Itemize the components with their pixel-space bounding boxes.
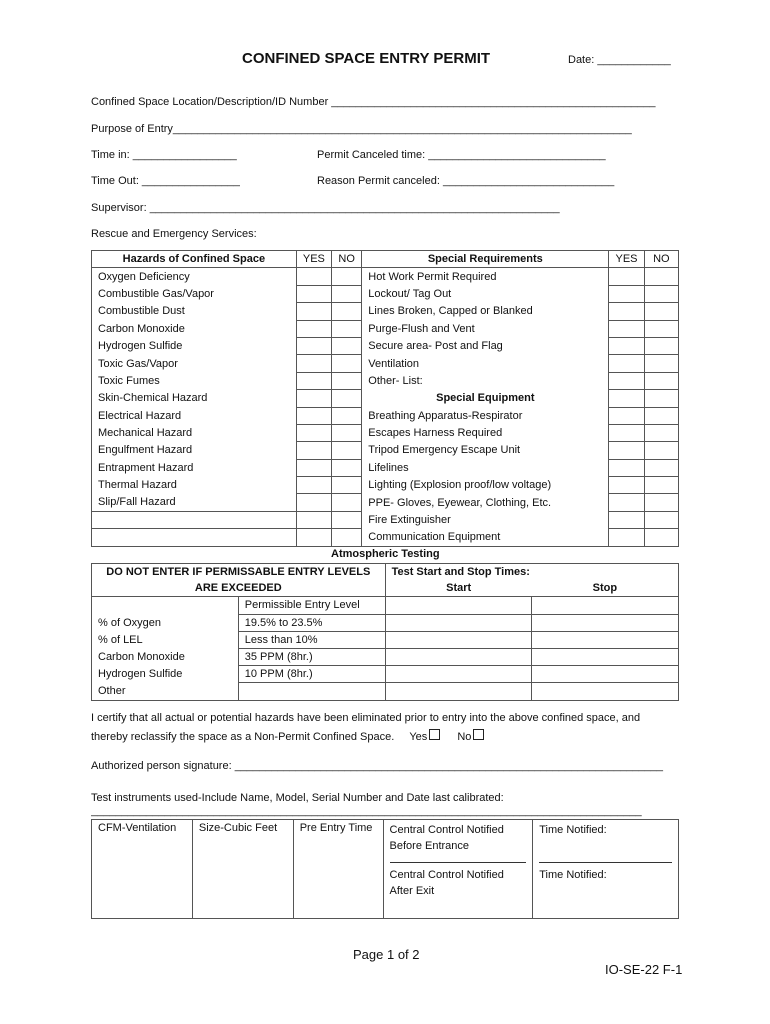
supervisor-field[interactable]: Supervisor: ___________________________________________________________________ — [91, 202, 560, 214]
permissible-level: Less than 10% — [238, 631, 385, 648]
time-notified-after[interactable]: Time Notified: — [539, 869, 607, 881]
instruments-table — [91, 819, 679, 919]
special-requirement-item: Hot Work Permit Required — [362, 268, 609, 285]
special-equipment-item: Escapes Harness Required — [362, 424, 609, 441]
time-in-field[interactable]: Time in: _________________ — [91, 149, 237, 161]
hazard-row — [92, 511, 679, 528]
special-equipment-item: Lighting (Explosion proof/low voltage) — [362, 477, 609, 494]
certify-no-checkbox[interactable] — [473, 729, 484, 740]
hazard-item — [92, 511, 297, 528]
notified-after-label: Central Control Notified After Exit — [389, 869, 504, 897]
hazard-row — [92, 477, 679, 494]
stop-reading[interactable] — [532, 648, 679, 665]
no-header-2: NO — [644, 251, 678, 268]
hazard-row — [92, 529, 679, 546]
special-yes-cell[interactable] — [609, 407, 644, 424]
special-requirements-header: Special Requirements — [362, 251, 609, 268]
hazard-row — [92, 442, 679, 459]
hazard-yes-cell[interactable] — [296, 268, 331, 285]
hazard-item: Carbon Monoxide — [92, 320, 297, 337]
permissible-level-header: Permissible Entry Level — [238, 597, 385, 614]
stop-reading[interactable] — [532, 666, 679, 683]
purpose-field[interactable]: Purpose of Entry___________________________________________________________________________ — [91, 123, 632, 135]
stop-header: Stop — [532, 580, 679, 597]
instruments-field[interactable]: __________________________________________________________________________________________ — [91, 805, 642, 817]
special-no-cell[interactable] — [644, 390, 678, 407]
special-no-cell[interactable] — [644, 494, 678, 511]
hazard-yes-cell[interactable] — [296, 320, 331, 337]
permissible-level: 35 PPM (8hr.) — [238, 648, 385, 665]
size-cubic-feet-cell[interactable]: Size-Cubic Feet — [192, 820, 293, 919]
stop-reading[interactable] — [532, 614, 679, 631]
special-yes-cell[interactable] — [609, 511, 644, 528]
hazard-yes-cell[interactable] — [296, 390, 331, 407]
special-no-cell[interactable] — [644, 355, 678, 372]
special-no-cell[interactable] — [644, 529, 678, 546]
hazard-row — [92, 424, 679, 441]
special-yes-cell[interactable] — [609, 494, 644, 511]
atmospheric-row — [92, 648, 679, 665]
atmospheric-row — [92, 614, 679, 631]
hazards-header: Hazards of Confined Space — [92, 251, 297, 268]
special-no-cell[interactable] — [644, 320, 678, 337]
special-yes-cell[interactable] — [609, 285, 644, 302]
special-no-cell[interactable] — [644, 442, 678, 459]
special-no-cell[interactable] — [644, 337, 678, 354]
hazard-no-cell[interactable] — [332, 372, 362, 389]
special-equipment-item: PPE- Gloves, Eyewear, Clothing, Etc. — [362, 494, 609, 511]
hazard-no-cell[interactable] — [332, 424, 362, 441]
hazard-yes-cell[interactable] — [296, 494, 331, 511]
special-yes-cell[interactable] — [609, 337, 644, 354]
hazard-yes-cell[interactable] — [296, 372, 331, 389]
hazard-item: Engulfment Hazard — [92, 442, 297, 459]
page-title: CONFINED SPACE ENTRY PERMIT — [242, 50, 491, 67]
atmospheric-row — [92, 631, 679, 648]
atmospheric-title: Atmospheric Testing — [331, 548, 440, 560]
start-reading[interactable] — [385, 666, 532, 683]
special-requirement-item: Other- List: — [362, 372, 609, 389]
certify-line-2 — [91, 729, 484, 743]
hazard-yes-cell[interactable] — [296, 285, 331, 302]
special-requirement-item: Secure area- Post and Flag — [362, 337, 609, 354]
special-requirement-item: Lockout/ Tag Out — [362, 285, 609, 302]
hazard-no-cell[interactable] — [332, 320, 362, 337]
hazard-yes-cell[interactable] — [296, 529, 331, 546]
gas-name: % of LEL — [92, 631, 239, 648]
hazard-no-cell[interactable] — [332, 494, 362, 511]
hazard-yes-cell[interactable] — [296, 459, 331, 476]
time-notified-before[interactable]: Time Notified: — [539, 824, 607, 836]
stop-reading[interactable] — [532, 683, 679, 700]
hazard-row — [92, 268, 679, 285]
special-no-cell[interactable] — [644, 372, 678, 389]
permissible-level: 10 PPM (8hr.) — [238, 666, 385, 683]
start-reading[interactable] — [385, 648, 532, 665]
hazard-no-cell[interactable] — [332, 511, 362, 528]
atmospheric-row — [92, 666, 679, 683]
hazard-no-cell[interactable] — [332, 459, 362, 476]
hazard-row — [92, 407, 679, 424]
hazard-no-cell[interactable] — [332, 355, 362, 372]
hazard-item: Entrapment Hazard — [92, 459, 297, 476]
special-no-cell[interactable] — [644, 511, 678, 528]
permissible-level — [238, 683, 385, 700]
gas-name: Carbon Monoxide — [92, 648, 239, 665]
permit-canceled-time-field[interactable]: Permit Canceled time: _____________________________ — [317, 149, 606, 161]
special-no-cell[interactable] — [644, 424, 678, 441]
yes-header-2: YES — [609, 251, 644, 268]
special-yes-cell[interactable] — [609, 355, 644, 372]
special-yes-cell[interactable] — [609, 372, 644, 389]
hazard-yes-cell[interactable] — [296, 355, 331, 372]
special-yes-cell[interactable] — [609, 390, 644, 407]
hazard-row — [92, 337, 679, 354]
hazard-no-cell[interactable] — [332, 285, 362, 302]
hazard-item: Toxic Gas/Vapor — [92, 355, 297, 372]
date-field[interactable]: Date: ____________ — [568, 54, 671, 66]
special-yes-cell[interactable] — [609, 303, 644, 320]
hazard-no-cell[interactable] — [332, 303, 362, 320]
special-no-cell[interactable] — [644, 285, 678, 302]
hazard-row — [92, 372, 679, 389]
signature-field[interactable]: Authorized person signature: ______________________________________________________________________ — [91, 760, 663, 772]
special-yes-cell[interactable] — [609, 477, 644, 494]
hazard-item: Combustible Dust — [92, 303, 297, 320]
hazard-row — [92, 355, 679, 372]
hazard-yes-cell[interactable] — [296, 442, 331, 459]
special-yes-cell[interactable] — [609, 424, 644, 441]
special-no-cell[interactable] — [644, 303, 678, 320]
instruments-label: Test instruments used-Include Name, Model, Serial Number and Date last calibrated: — [91, 792, 504, 804]
start-reading[interactable] — [385, 614, 532, 631]
time-out-field[interactable]: Time Out: ________________ — [91, 175, 240, 187]
hazard-item: Combustible Gas/Vapor — [92, 285, 297, 302]
special-equipment-item: Lifelines — [362, 459, 609, 476]
hazard-row — [92, 285, 679, 302]
hazard-item: Skin-Chemical Hazard — [92, 390, 297, 407]
reason-canceled-field[interactable]: Reason Permit canceled: ____________________________ — [317, 175, 615, 187]
special-yes-cell[interactable] — [609, 268, 644, 285]
special-equipment-item: Fire Extinguisher — [362, 511, 609, 528]
special-equipment-item: Breathing Apparatus-Respirator — [362, 407, 609, 424]
hazard-yes-cell[interactable] — [296, 337, 331, 354]
certify-line-1: I certify that all actual or potential hazards have been eliminated prior to entry into the above confined space, and — [91, 712, 641, 724]
special-no-cell[interactable] — [644, 477, 678, 494]
hazard-item: Thermal Hazard — [92, 477, 297, 494]
hazard-item: Slip/Fall Hazard — [92, 494, 297, 511]
hazard-no-cell[interactable] — [332, 477, 362, 494]
test-times-header: Test Start and Stop Times: — [385, 564, 678, 581]
special-equipment-item: Communication Equipment — [362, 529, 609, 546]
rescue-label: Rescue and Emergency Services: — [91, 228, 257, 240]
special-yes-cell[interactable] — [609, 459, 644, 476]
permissible-level: 19.5% to 23.5% — [238, 614, 385, 631]
certify-yes-label: Yes — [409, 731, 428, 743]
hazard-no-cell[interactable] — [332, 407, 362, 424]
gas-name: Hydrogen Sulfide — [92, 666, 239, 683]
gas-name: Other — [92, 683, 239, 700]
special-requirement-item: Purge-Flush and Vent — [362, 320, 609, 337]
hazard-yes-cell[interactable] — [296, 477, 331, 494]
hazard-item — [92, 529, 297, 546]
pre-entry-time-cell[interactable]: Pre Entry Time — [293, 820, 383, 919]
special-yes-cell[interactable] — [609, 529, 644, 546]
hazard-no-cell[interactable] — [332, 390, 362, 407]
special-no-cell[interactable] — [644, 268, 678, 285]
hazard-yes-cell[interactable] — [296, 407, 331, 424]
special-yes-cell[interactable] — [609, 442, 644, 459]
hazard-row — [92, 303, 679, 320]
hazard-no-cell[interactable] — [332, 268, 362, 285]
special-no-cell[interactable] — [644, 459, 678, 476]
special-no-cell[interactable] — [644, 407, 678, 424]
stop-reading[interactable] — [532, 631, 679, 648]
form-code: IO-SE-22 F-1 — [605, 962, 683, 977]
hazard-no-cell[interactable] — [332, 337, 362, 354]
start-reading[interactable] — [385, 683, 532, 700]
start-reading[interactable] — [385, 631, 532, 648]
page-number: Page 1 of 2 — [353, 947, 420, 962]
gas-name: % of Oxygen — [92, 614, 239, 631]
special-requirement-item: Ventilation — [362, 355, 609, 372]
hazard-row — [92, 320, 679, 337]
hazard-item: Electrical Hazard — [92, 407, 297, 424]
hazard-no-cell[interactable] — [332, 442, 362, 459]
hazard-yes-cell[interactable] — [296, 511, 331, 528]
special-equipment-header: Special Equipment — [362, 390, 609, 407]
no-header: NO — [332, 251, 362, 268]
hazard-row — [92, 494, 679, 511]
hazard-item: Hydrogen Sulfide — [92, 337, 297, 354]
atmospheric-table — [91, 563, 679, 701]
hazard-item: Mechanical Hazard — [92, 424, 297, 441]
certify-yes-checkbox[interactable] — [429, 729, 440, 740]
notified-before-label: Central Control Notified Before Entrance — [389, 824, 504, 852]
certify-no-label: No — [457, 731, 472, 743]
certify-statement: thereby reclassify the space as a Non-Permit Confined Space. — [91, 731, 395, 743]
start-header: Start — [385, 580, 532, 597]
atmospheric-row — [92, 683, 679, 700]
hazard-yes-cell[interactable] — [296, 303, 331, 320]
hazard-yes-cell[interactable] — [296, 424, 331, 441]
hazard-item: Toxic Fumes — [92, 372, 297, 389]
hazard-item: Oxygen Deficiency — [92, 268, 297, 285]
do-not-enter-warning: DO NOT ENTER IF PERMISSABLE ENTRY LEVELS ARE EXCEEDED — [92, 564, 386, 597]
hazard-row — [92, 459, 679, 476]
yes-header: YES — [296, 251, 331, 268]
location-field[interactable]: Confined Space Location/Description/ID Number _____________________________________________________ — [91, 96, 656, 108]
special-equipment-item: Tripod Emergency Escape Unit — [362, 442, 609, 459]
cfm-ventilation-cell[interactable]: CFM-Ventilation — [92, 820, 193, 919]
hazard-no-cell[interactable] — [332, 529, 362, 546]
special-yes-cell[interactable] — [609, 320, 644, 337]
special-requirement-item: Lines Broken, Capped or Blanked — [362, 303, 609, 320]
hazard-row — [92, 390, 679, 407]
hazards-table — [91, 250, 679, 547]
